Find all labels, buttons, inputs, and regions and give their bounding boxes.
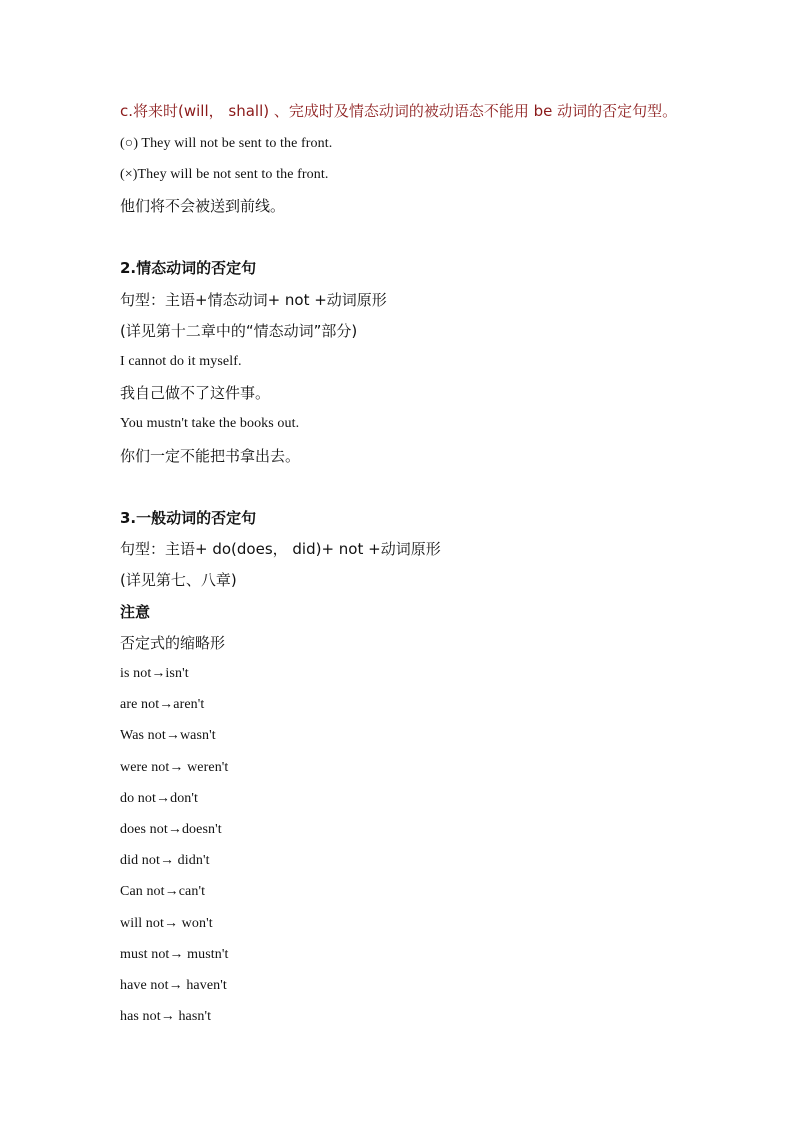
example-sentence: You mustn't take the books out. bbox=[120, 416, 300, 431]
sentence-pattern: 句型：主语+ do(does， did)+ not +动词原形 bbox=[120, 540, 441, 558]
sentence-pattern: 句型：主语+情态动词+ not +动词原形 bbox=[120, 291, 387, 309]
reference-note: (详见第七、八章) bbox=[120, 571, 237, 589]
section-heading-verb-negative: 3.一般动词的否定句 bbox=[120, 509, 257, 527]
contraction-item: have not→ haven't bbox=[120, 978, 227, 993]
example-sentence: I cannot do it myself. bbox=[120, 354, 242, 369]
example-translation: 他们将不会被送到前线。 bbox=[120, 197, 286, 215]
contraction-item: must not→ mustn't bbox=[120, 947, 229, 962]
contraction-item: are not→aren't bbox=[120, 697, 205, 712]
note-heading: 注意 bbox=[120, 603, 151, 621]
contraction-item: did not→ didn't bbox=[120, 853, 210, 868]
contraction-item: Can not→can't bbox=[120, 884, 206, 899]
contraction-item: Was not→wasn't bbox=[120, 728, 216, 743]
reference-note: (详见第十二章中的“情态动词”部分) bbox=[120, 322, 358, 340]
section-heading-modal-negative: 2.情态动词的否定句 bbox=[120, 259, 257, 277]
rule-c-passive-negative: c.将来时(will， shall) 、完成时及情态动词的被动语态不能用 be 动词的否定句型。 bbox=[120, 102, 678, 120]
contraction-item: do not→don't bbox=[120, 791, 199, 806]
contraction-item: has not→ hasn't bbox=[120, 1009, 212, 1024]
contraction-item: will not→ won't bbox=[120, 916, 213, 931]
example-incorrect: (×)They will be not sent to the front. bbox=[120, 167, 329, 182]
contraction-item: does not→doesn't bbox=[120, 822, 222, 837]
contraction-heading: 否定式的缩略形 bbox=[120, 634, 226, 652]
example-translation: 我自己做不了这件事。 bbox=[120, 384, 271, 402]
example-correct: (○) They will not be sent to the front. bbox=[120, 136, 333, 151]
example-translation: 你们一定不能把书拿出去。 bbox=[120, 447, 301, 465]
contraction-item: is not→isn't bbox=[120, 666, 189, 681]
contraction-item: were not→ weren't bbox=[120, 760, 229, 775]
